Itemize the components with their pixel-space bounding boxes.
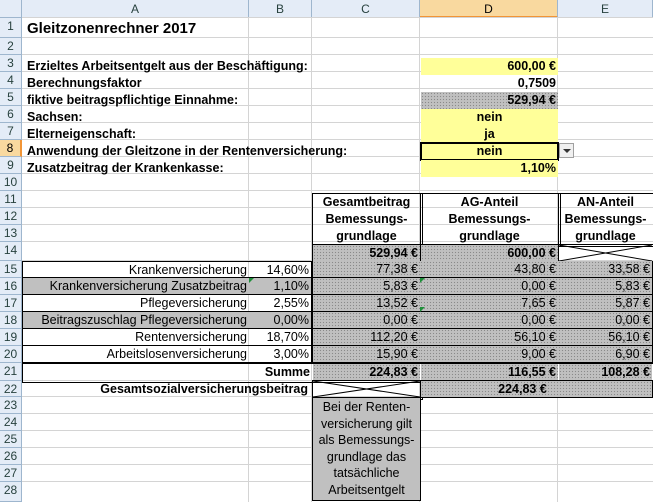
cell-fiktive-einnahme[interactable]: 529,94 €: [421, 92, 558, 109]
label-gleitzone-rv[interactable]: Anwendung der Gleitzone in der Rentenversicherung:: [27, 144, 348, 158]
table-row-ag[interactable]: 56,10 €: [420, 329, 559, 346]
gridline-vertical: [248, 18, 249, 502]
row-header-11[interactable]: 11: [0, 191, 22, 208]
table-row-ag[interactable]: 0,00 €: [420, 278, 559, 295]
row-header-3[interactable]: 3: [0, 55, 22, 72]
row-header-12[interactable]: 12: [0, 208, 22, 225]
row-header-16[interactable]: 16: [0, 278, 22, 295]
table-row-rate[interactable]: 0,00%: [249, 312, 312, 329]
cell-berechnungsfaktor[interactable]: 0,7509: [517, 76, 556, 90]
row-header-4[interactable]: 4: [0, 72, 22, 89]
row-header-20[interactable]: 20: [0, 346, 22, 363]
table-row-total[interactable]: 15,90 €: [312, 346, 421, 363]
table-row-total[interactable]: 77,38 €: [312, 261, 421, 278]
table-row-an[interactable]: 0,00 €: [558, 312, 653, 329]
cell-gleitzone-rv[interactable]: nein: [421, 143, 558, 160]
table-row-label[interactable]: Rentenversicherung: [22, 329, 249, 346]
row-header-6[interactable]: 6: [0, 106, 22, 123]
label-gesamtsozialversicherungsbeitrag[interactable]: Gesamtsozialversicherungsbeitrag: [100, 382, 308, 396]
row-header-18[interactable]: 18: [0, 312, 22, 329]
label-berechnungsfaktor[interactable]: Berechnungsfaktor: [27, 76, 142, 90]
table-row-total[interactable]: 5,83 €: [312, 278, 421, 295]
cell-arbeitsentgelt[interactable]: 600,00 €: [421, 58, 558, 75]
header-gesamt-bemessungs[interactable]: Bemessungs-: [325, 212, 408, 226]
row-header-26[interactable]: 26: [0, 448, 22, 465]
row-header-25[interactable]: 25: [0, 431, 22, 448]
row-header-19[interactable]: 19: [0, 329, 22, 346]
row-header-24[interactable]: 24: [0, 414, 22, 431]
table-row-rate[interactable]: 18,70%: [249, 329, 312, 346]
table-row-label[interactable]: Pflegeversicherung: [22, 295, 249, 312]
label-zusatzbeitrag[interactable]: Zusatzbeitrag der Krankenkasse:: [27, 161, 224, 175]
table-row-ag[interactable]: 0,00 €: [420, 312, 559, 329]
row-header-10[interactable]: 10: [0, 174, 22, 191]
row-header-15[interactable]: 15: [0, 261, 22, 278]
table-row-total[interactable]: 0,00 €: [312, 312, 421, 329]
row-header-22[interactable]: 22: [0, 381, 22, 397]
row-header-27[interactable]: 27: [0, 465, 22, 482]
cell-zusatzbeitrag[interactable]: 1,10%: [421, 160, 558, 177]
cell-grid[interactable]: [22, 18, 653, 502]
label-fiktive-einnahme[interactable]: fiktive beitragspflichtige Einnahme:: [27, 93, 239, 107]
table-row-rate[interactable]: 3,00%: [249, 346, 312, 363]
row-header-23[interactable]: 23: [0, 397, 22, 414]
cross-out-lines: [559, 245, 652, 261]
column-header-e[interactable]: E: [558, 0, 653, 18]
header-an-grundlage[interactable]: grundlage: [575, 229, 636, 243]
table-row-label[interactable]: Krankenversicherung: [22, 261, 249, 278]
column-header-b[interactable]: B: [249, 0, 312, 18]
row-header-5[interactable]: 5: [0, 89, 22, 106]
row-header-21[interactable]: 21: [0, 363, 22, 381]
table-row-ag[interactable]: 43,80 €: [420, 261, 559, 278]
table-row-label[interactable]: Krankenversicherung Zusatzbeitrag: [22, 278, 249, 295]
table-row-an[interactable]: 5,87 €: [558, 295, 653, 312]
column-header-c[interactable]: C: [312, 0, 420, 18]
table-row-an[interactable]: 33,58 €: [558, 261, 653, 278]
column-header-d[interactable]: D: [420, 0, 558, 18]
column-header-a[interactable]: A: [22, 0, 249, 18]
table-row-an[interactable]: 56,10 €: [558, 329, 653, 346]
table-row-an[interactable]: 6,90 €: [558, 346, 653, 363]
row-header-13[interactable]: 13: [0, 225, 22, 242]
table-row-ag[interactable]: 9,00 €: [420, 346, 559, 363]
cell-summe-ag[interactable]: 116,55 €: [421, 364, 558, 381]
cell-base-gesamt[interactable]: 529,94 €: [312, 244, 421, 262]
table-row-ag[interactable]: 7,65 €: [420, 295, 559, 312]
cross-out-lines: [313, 381, 420, 397]
header-an-anteil[interactable]: AN-Anteil: [577, 195, 634, 209]
header-ag-grundlage[interactable]: grundlage: [459, 229, 520, 243]
header-an-bemessungs[interactable]: Bemessungs-: [564, 212, 647, 226]
comment-indicator-icon: [420, 278, 425, 283]
label-sachsen[interactable]: Sachsen:: [27, 110, 83, 124]
gridline-horizontal: [22, 122, 653, 123]
table-row-rate[interactable]: 1,10%: [249, 278, 312, 295]
table-row-an[interactable]: 5,83 €: [558, 278, 653, 295]
table-row-rate[interactable]: 2,55%: [249, 295, 312, 312]
table-row-label[interactable]: Beitragszuschlag Pflegeversicherung: [22, 312, 249, 329]
cell-elterneigenschaft[interactable]: ja: [421, 126, 558, 143]
table-row-rate[interactable]: 14,60%: [249, 261, 312, 278]
header-ag-bemessungs[interactable]: Bemessungs-: [448, 212, 531, 226]
row-header-17[interactable]: 17: [0, 295, 22, 312]
table-row-label[interactable]: Arbeitslosenversicherung: [22, 346, 249, 363]
table-row-total[interactable]: 112,20 €: [312, 329, 421, 346]
chevron-down-icon[interactable]: [559, 143, 574, 158]
cell-sachsen[interactable]: nein: [421, 109, 558, 126]
label-elterneigenschaft[interactable]: Elterneigenschaft:: [27, 127, 137, 141]
row-header-7[interactable]: 7: [0, 123, 22, 140]
cell-summe-gesamt[interactable]: 224,83 €: [313, 364, 420, 381]
comment-indicator-icon: [249, 278, 254, 283]
cell-gesamt-value[interactable]: 224,83 €: [420, 380, 653, 398]
gridline-horizontal: [22, 54, 653, 55]
row-header-2[interactable]: 2: [0, 38, 22, 55]
row-header-14[interactable]: 14: [0, 242, 22, 261]
cell-summe-an[interactable]: 108,28 €: [559, 364, 652, 381]
header-gesamt-grundlage[interactable]: grundlage: [336, 229, 397, 243]
row-header-1[interactable]: 1: [0, 18, 22, 38]
row-header-9[interactable]: 9: [0, 157, 22, 174]
row-header-28[interactable]: 28: [0, 482, 22, 502]
label-summe[interactable]: Summe: [264, 365, 310, 379]
label-arbeitsentgelt[interactable]: Erzieltes Arbeitsentgelt aus der Beschäftigung:: [27, 59, 308, 73]
table-row-total[interactable]: 13,52 €: [312, 295, 421, 312]
active-cell-selection: [420, 142, 559, 161]
select-all-corner[interactable]: [0, 0, 22, 18]
sheet-title[interactable]: Gleitzonenrechner 2017: [27, 20, 197, 37]
header-ag-anteil[interactable]: AG-Anteil: [460, 195, 519, 209]
cell-base-ag[interactable]: 600,00 €: [420, 244, 559, 262]
row-header-8[interactable]: 8: [0, 140, 22, 157]
header-gesamtbeitrag[interactable]: Gesamtbeitrag: [322, 195, 411, 209]
note-rentenversicherung[interactable]: Bei der Renten-versicherung gilt als Bemessungs-grundlage das tatsächliche Arbeitsentgelt: [312, 397, 421, 501]
gridline-horizontal: [22, 190, 653, 191]
